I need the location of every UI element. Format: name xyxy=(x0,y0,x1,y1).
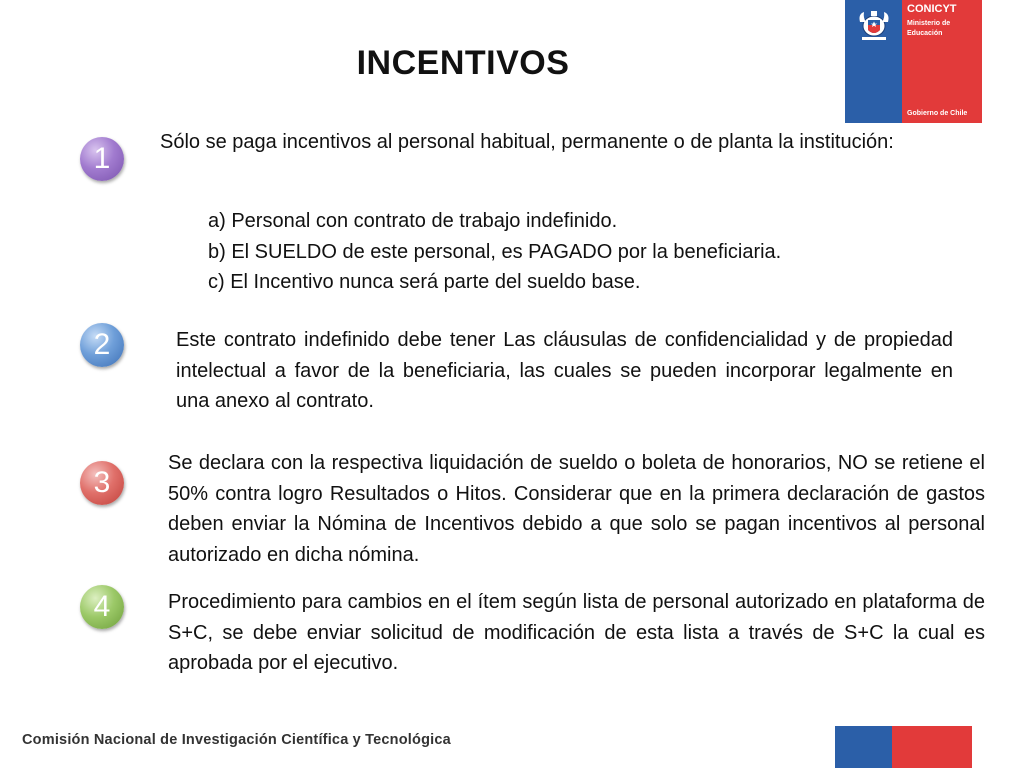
logo-conicyt: CONICYT xyxy=(907,3,957,15)
item-4-text: Procedimiento para cambios en el ítem según lista de personal autorizado en plataforma de S+C, se debe enviar solicitud de modificación de esta lista a través de S+C la cual es aprobada por el ejecutivo. xyxy=(168,591,985,674)
item-1-sublist xyxy=(208,206,928,298)
logo-ministerio: Ministerio de Educación xyxy=(907,20,951,37)
flag-blue-band xyxy=(835,726,892,768)
footer-institution: Comisión Nacional de Investigación Científica y Tecnológica xyxy=(22,732,451,748)
sublist-item-c: c) El Incentivo nunca será parte del sueldo base. xyxy=(208,271,641,293)
sublist-item-b: b) El SUELDO de este personal, es PAGADO por la beneficiaria. xyxy=(208,240,782,263)
item-3-text: Se declara con la respectiva liquidación de sueldo o boleta de honorarios, NO se retiene el 50% contra logro Resultados o Hitos. Considerar que en la primera declaración de gastos deben enviar la Nómina de Incentivos debido a que solo se pagan incentivos al personal autorizado en dicha nómina. xyxy=(168,452,985,566)
number-badge-2: 2 xyxy=(80,323,124,367)
number-badge-4: 4 xyxy=(80,585,124,629)
item-1-text: Sólo se paga incentivos al personal habitual, permanente o de planta la institución: xyxy=(160,131,894,153)
conicyt-logo xyxy=(845,0,982,123)
item-2-text: Este contrato indefinido debe tener Las cláusulas de confidencialidad y de propiedad intelectual a favor de la beneficiaria, las cuales se pueden incorporar legalmente en una anexo al contrato. xyxy=(176,329,953,412)
flag-red-band xyxy=(892,726,972,768)
number-badge-1: 1 xyxy=(80,137,124,181)
coat-of-arms-icon xyxy=(854,6,894,42)
footer-flag-bar xyxy=(835,726,972,768)
slide-title: INCENTIVOS xyxy=(356,44,570,82)
logo-gobierno: Gobierno de Chile xyxy=(907,110,968,117)
number-badge-3: 3 xyxy=(80,461,124,505)
sublist-item-a: a) Personal con contrato de trabajo indefinido. xyxy=(208,210,618,232)
